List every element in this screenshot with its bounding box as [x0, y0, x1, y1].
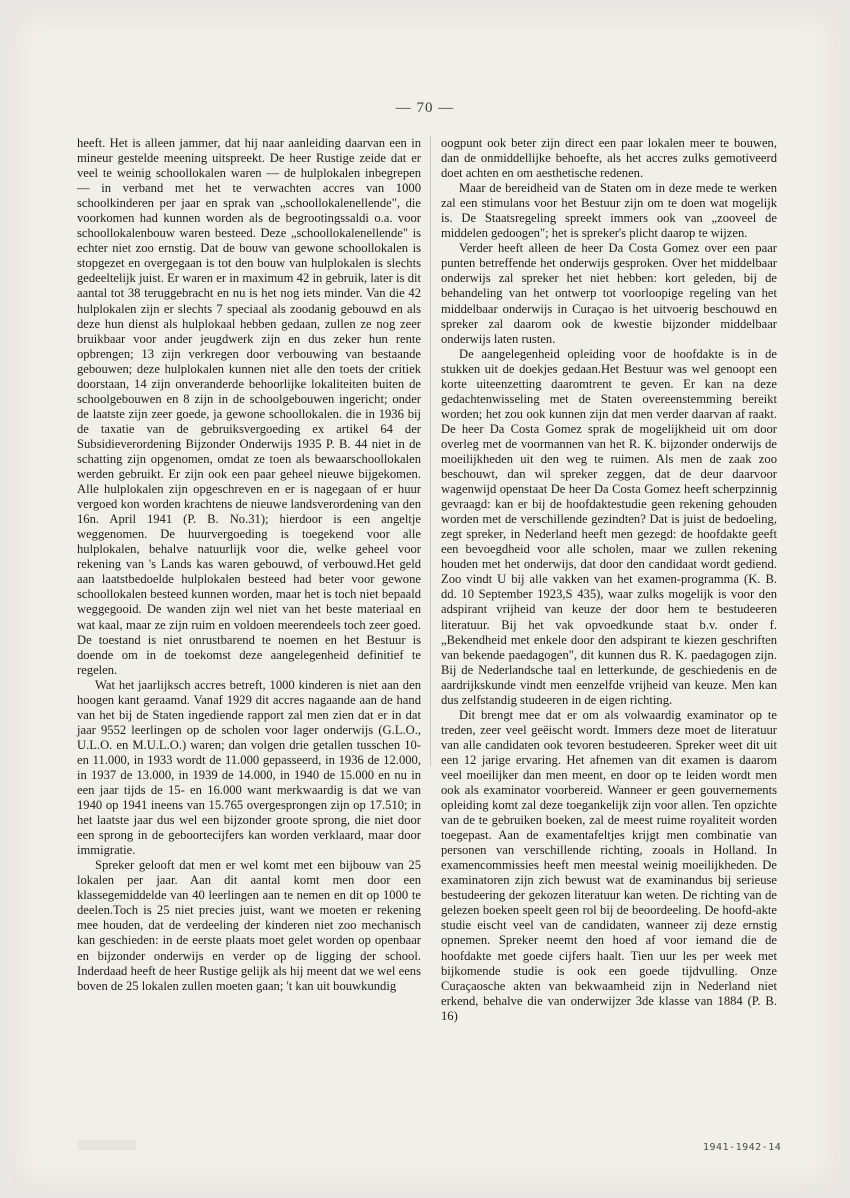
- page-number: — 70 —: [395, 100, 455, 116]
- left-column: [77, 136, 421, 994]
- paragraph: Maar de bereidheid van de Staten om in deze mede te werken zal een stimulans voor het Bestuur zijn om te doen wat mogelijk is. De Staatsregeling spreekt immers ook van „zooveel de middelen gedoogen"; het is spreker's plicht daarop te wijzen.: [441, 181, 777, 241]
- paragraph: oogpunt ook beter zijn direct een paar lokalen meer te bouwen, dan de onmiddellijke behoefte, als het accres zulks gemotiveerd doet achten en om aesthetische redenen.: [441, 136, 777, 181]
- paragraph: heeft. Het is alleen jammer, dat hij naar aanleiding daarvan een in mineur gestelde meening uitspreekt. De heer Rustige zeide dat er veel te weinig schoollokalen waren — de hulplokalen inbegrepen — in verband met het te verwachten accres van 1000 schoolkinderen per jaar en sprak van „schoollokalenellende", die voorkomen had kunnen worden als de begrootingssaldi o.a. voor schoollokalenbouw waren besteed. Deze „schoollokalenellende" is echter niet zoo ernstig. Dat de bouw van gewone schoollokalen is stopgezet en overgegaan is tot den bouw van hulplokalen is slechts gedeeltelijk juist. Er waren er in maximum 42 in gebruik, later is dit aantal tot 38 teruggebracht en nu is het nog iets minder. Van die 42 hulplokalen zijn er slechts 7 speciaal als zoodanig gebouwd en als deze hun dienst als hulplokaal hebben gedaan, zullen ze nog zeer bruikbaar voor ander jeugdwerk zijn en dus zeker hun rente opbrengen; 13 zijn verkregen door verbouwing van bestaande gebouwen; deze hulplokalen kunnen niet alle den toets der critiek doorstaan, 14 zijn onveranderde behoorlijke lokaliteiten buiten de schoolgebouwen en 8 zijn in de schoolgebouwen ingericht; onder de laatste zijn zeer goede, ja gewone schoollokalen. die in 1936 bij de taxatie van de gebruiksvergoeding ex artikel 64 der Subsidieverordening Bijzonder Onderwijs 1935 P. B. 44 niet in de schatting zijn opgenomen, omdat ze toen als bewaarschoollokalen werden gebruikt. Er zijn ook een paar geheel nieuwe bijgekomen. Alle hulplokalen zijn opgeschreven en er is nagegaan of er huur vergoed kon worden krachtens de nieuwe landsverordening van den 16n. April 1941 (P. B. No.31); hierdoor is een angeltje weggenomen. De huurvergoeding is toegekend voor alle hulplokalen, behalve natuurlijk voor die, welke geheel voor rekening van 's Lands kas waren gebouwd, of verbouwd.Het geld aan laatstbedoelde hulplokalen besteed had beter voor gewone schoollokalen besteed kunnen worden, maar het is toch niet bepaald weggegooid. De wanden zijn wel niet van het beste materiaal en wat kaal, maar ze zijn ruim en voldoen meerendeels toch zeer goed. De toestand is niet onrustbarend te noemen en het Bestuur is doende om in de toekomst deze aangelegenheid definitief te regelen.: [77, 136, 421, 677]
- paragraph: Verder heeft alleen de heer Da Costa Gomez over een paar punten betreffende het onderwijs gesproken. Over het middelbaar onderwijs zal spreker het niet hebben: kort geleden, bij de behandeling van het ontwerp tot voorloopige regeling van het middelbaar onderwijs in Curaçao is het uitvoerig beschouwd en spreker zal daarom ook de kwestie bijzonder middelbaar onderwijs laten rusten.: [441, 241, 777, 346]
- paragraph: Spreker gelooft dat men er wel komt met een bijbouw van 25 lokalen per jaar. Aan dit aantal komt men door een klassegemiddelde van 40 leerlingen aan te nemen en dit op 1000 te deelen.Toch is 25 niet precies juist, want we moeten er rekening mee houden, dat de verdeeling der kinderen niet zoo mechanisch kan geschieden: in de eerste plaats moet gelet worden op openbaar en bijzonder onderwijs en verder op de ligging der school. Inderdaad heeft de heer Rustige gelijk als hij meent dat we wel eens boven de 25 lokalen zullen moeten gaan; 't kan uit bouwkundig: [77, 858, 421, 993]
- paragraph: De aangelegenheid opleiding voor de hoofdakte is in de stukken uit de doekjes gedaan.Het Bestuur was wel genoopt een korte uiteenzetting daaromtrent te geven. Er kan na deze gedachtenwisseling met de Staten overeenstemming bereikt worden; het zou ook kunnen zijn dat men verder daarvan af raakt. De heer Da Costa Gomez sprak de mogelijkheid uit om door overleg met de voormannen van het R. K. bijzonder onderwijs de moeilijkheden uit den weg te ruimen. Als men de zaak zoo beschouwt, dan wil spreker zeggen, dat de deur daarvoor wagenwijd openstaat De heer Da Costa Gomez heeft scherpzinnig gevraagd: kan er bij de hoofdaktestudie geen rekening gehouden worden met de verschillende gezindten? Dat is juist de bedoeling, zegt spreker, in Nederland heeft men gezegd: de hoofdakte geeft een bevoegdheid voor alle scholen, maar we zullen rekening houden met het onderwijs, dat door den candidaat wordt gediend. Zoo vindt U bij alle vakken van het examen-programma (K. B. dd. 10 September 1923,S 435), waar zulks mogelijk is voor den adspirant vrijheid van keuze der door hem te bestudeeren literatuur. Bij het vak opvoedkunde staat b.v. onder f. „Bekendheid met enkele door den adspirant te kiezen geschriften van bekende paedagogen", dit kunnen dus R. K. paedagogen zijn. Bij de Nederlandsche taal en letterkunde, de geschiedenis en de aardrijkskunde vindt men eenzelfde vrijheid van keuze. Men kan dus zelfstandig studeeren in de eigen richting.: [441, 346, 777, 707]
- right-column: [441, 136, 777, 1024]
- paragraph: Wat het jaarlijksch accres betreft, 1000 kinderen is niet aan den hoogen kant geraamd. Vanaf 1929 dit accres nagaande aan de hand van het bij de Staten ingediende rapport zal men zien dat er in dat jaar 9552 leerlingen op de scholen voor lager onderwijs (G.L.O., U.L.O. en M.U.L.O.) waren; dan volgen drie getallen tusschen 10- en 11.000, in 1933 wordt de 11.000 gepasseerd, in 1936 de 12.000, in 1937 de 13.000, in 1939 de 14.000, in 1940 de 15.000 en nu in een jaar tijds de 15- en 16.000 want merkwaardig is dat we van 1940 op 1941 ineens van 15.765 overgesprongen zijn op 17.510; in het laatste jaar dus wel een bijzonder groote sprong, die niet door een sprong in de geboortecijfers kan worden verklaard, maar door immigratie.: [77, 677, 421, 858]
- paragraph: Dit brengt mee dat er om als volwaardig examinator op te treden, zeer veel geëischt wordt. Immers deze moet de literatuur van alle candidaten ook tevoren bestudeeren. Spreker weet dit uit een 12 jarige ervaring. Het afnemen van dit examen is daarom veel moeilijker dan men meent, en door op te leiden wordt men ook als examinator voorbereid. Wanneer er geen gouvernements opleiding komt zal deze toegankelijk zijn voor allen. Ten opzichte van de te gebruiken boeken, zal de meest ruime royaliteit worden toegepast. Aan de examentafeltjes krijgt men combinatie van personen van verschillende richting, zooals in Holland. In examencommissies heeft men meestal weinig moeilijkheden. De examinatoren zijn zich bewust wat de examinandus bij serieuse bestudeering der gekozen literatuur kan weten. De richting van de gelezen boeken speelt geen rol bij de beoordeeling. De hoofd-akte studie eischt veel van de candidaten, wanneer zij deze ernstig opnemen. Spreker neemt den hoed af voor iemand die de hoofdakte met goede cijfers haalt. Tien uur les per week met bijkomende studie is ook een goede tijdvulling. Onze Curaçaosche akten van bekwaamheid zijn in Nederland niet erkend, behalve die van onderwijzer 3de klasse van 1884 (P. B. 16): [441, 707, 777, 1023]
- archive-reference: 1941-1942-14: [703, 1142, 782, 1153]
- faint-stamp: [78, 1140, 136, 1150]
- column-divider: [430, 136, 431, 766]
